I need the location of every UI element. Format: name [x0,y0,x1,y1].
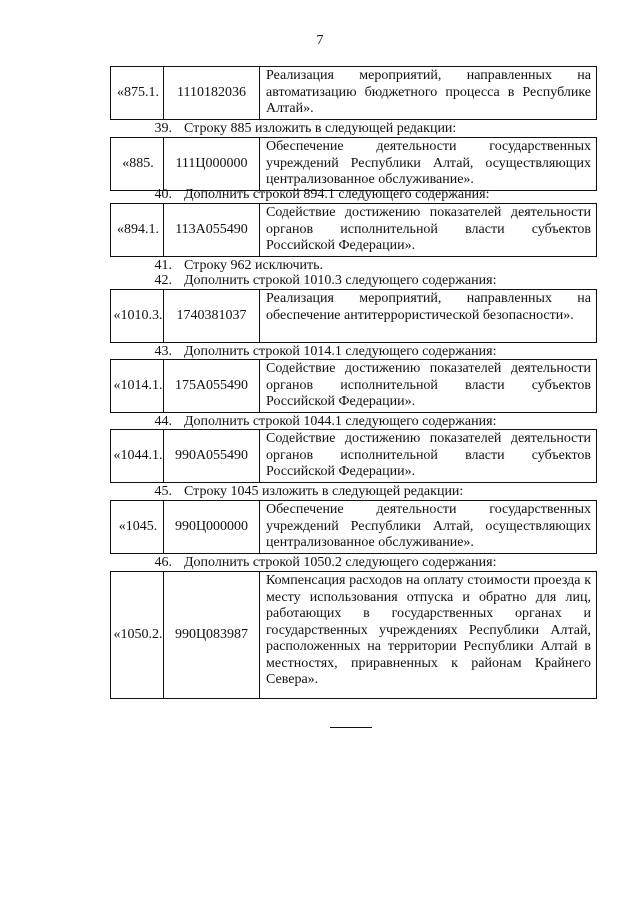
description-cell: Обеспечение деятельности государственных учреждений Республики Алтай, осуществляющих централизованное обслуживание». [266,139,591,187]
description-cell: Содействие достижению показателей деятельности органов исполнительной власти субъектов Российской Федерации». [266,431,591,479]
instruction-number: 44. [154,414,172,429]
table-row [110,289,597,343]
instruction-text: Дополнить строкой 1010.3 следующего содержания: [184,273,497,288]
table-row [110,203,597,257]
instruction-text: Строку 885 изложить в следующей редакции: [184,121,457,136]
instruction-number: 40. [154,187,172,202]
description-cell: Реализация мероприятий, направленных на автоматизацию бюджетного процесса в Республике Алтай». [266,68,591,116]
instruction-41 [110,258,597,274]
page-number: 7 [316,33,324,48]
row-number-cell: «885. [111,138,164,190]
instruction-number: 42. [154,273,172,288]
instruction-40 [110,187,597,203]
instruction-text: Строку 962 исключить. [184,258,324,273]
end-of-document-line [330,727,372,728]
instruction-number: 46. [154,555,172,570]
instruction-39 [110,121,597,137]
instruction-number: 45. [154,484,172,499]
row-number-cell: «1010.3. [111,290,164,342]
instruction-45 [110,484,597,500]
table-row [110,137,597,191]
instruction-text: Дополнить строкой 1014.1 следующего содержания: [184,344,497,359]
row-number-cell: «894.1. [111,204,164,256]
instruction-text: Дополнить строкой 1044.1 следующего содержания: [184,414,497,429]
target-article-code-cell: 113А055490 [164,204,260,256]
table-row [110,359,597,413]
row-number-cell: «1044.1. [111,430,164,482]
instruction-number: 41. [154,258,172,273]
description-cell: Содействие достижению показателей деятельности органов исполнительной власти субъектов Российской Федерации». [266,205,591,253]
instruction-number: 43. [154,344,172,359]
instruction-text: Строку 1045 изложить в следующей редакции: [184,484,464,499]
target-article-code-cell: 1740381037 [164,290,260,342]
instruction-44 [110,414,597,430]
row-number-cell: «875.1. [111,67,164,119]
row-number-cell: «1014.1. [111,360,164,412]
row-number-cell: «1045. [111,501,164,553]
row-number-cell: «1050.2. [111,572,164,698]
instruction-text: Дополнить строкой 1050.2 следующего содержания: [184,555,497,570]
target-article-code-cell: 1110182036 [164,67,260,119]
description-cell: Реализация мероприятий, направленных на обеспечение антитеррористической безопасности». [266,291,591,323]
table-row [110,66,597,120]
instruction-43 [110,344,597,360]
table-row [110,571,597,699]
target-article-code-cell: 111Ц000000 [164,138,260,190]
instruction-42 [110,273,597,289]
instruction-number: 39. [154,121,172,136]
instruction-46 [110,555,597,571]
target-article-code-cell: 990Ц083987 [164,572,260,698]
description-cell: Содействие достижению показателей деятельности органов исполнительной власти субъектов Российской Федерации». [266,361,591,409]
description-cell: Компенсация расходов на оплату стоимости проезда к месту использования отпуска и обратно для лиц, работающих в государственных органах и государственных учреждениях Республики Алтай, расположенных на территории Республики Алтай в местностях, приравненных к районам Крайнего Севера». [266,573,591,687]
instruction-text: Дополнить строкой 894.1 следующего содержания: [184,187,490,202]
table-row [110,429,597,483]
table-row [110,500,597,554]
target-article-code-cell: 175А055490 [164,360,260,412]
description-cell: Обеспечение деятельности государственных учреждений Республики Алтай, осуществляющих централизованное обслуживание». [266,502,591,550]
target-article-code-cell: 990А055490 [164,430,260,482]
target-article-code-cell: 990Ц000000 [164,501,260,553]
